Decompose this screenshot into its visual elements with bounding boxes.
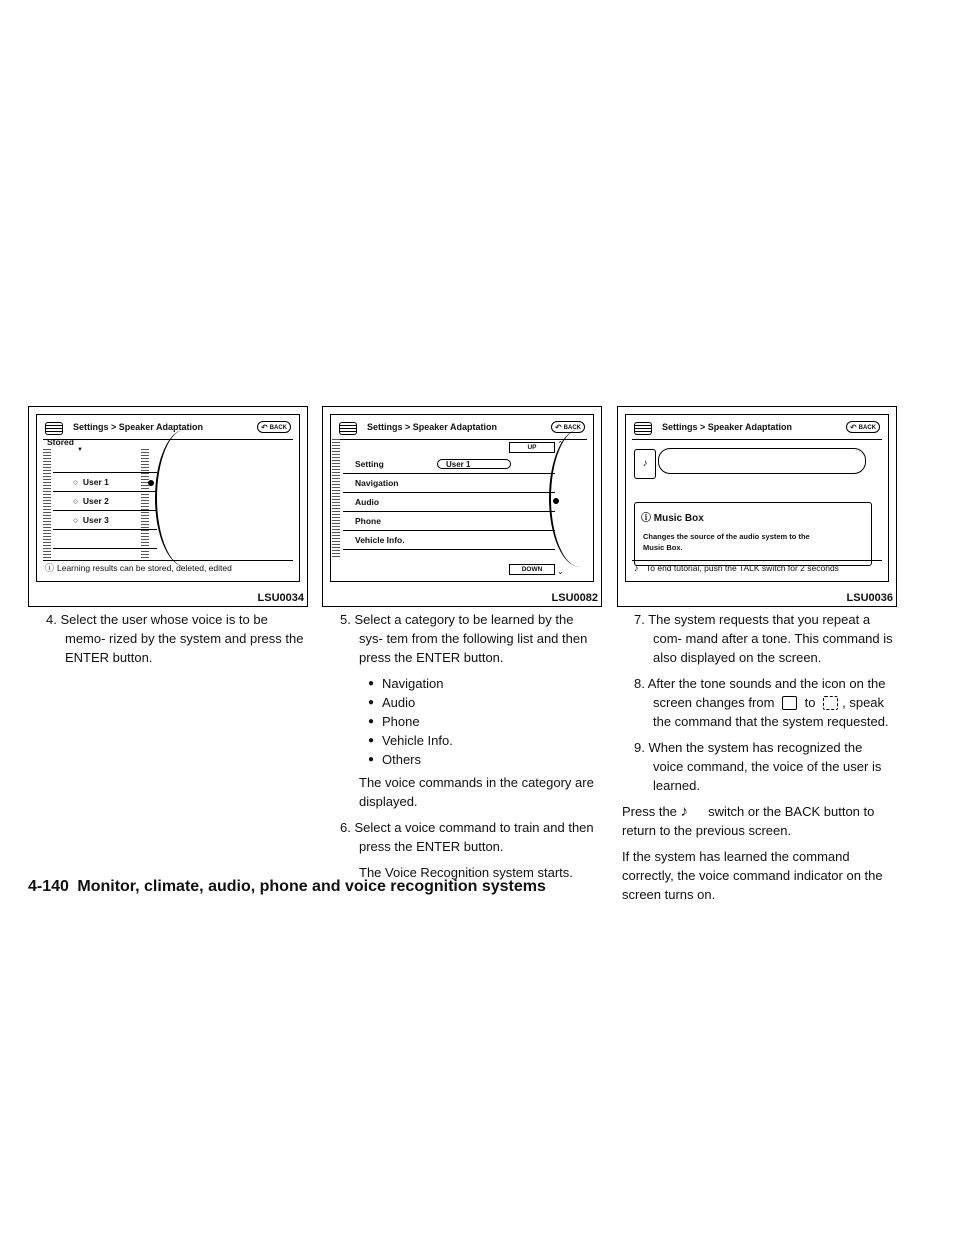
down-chevron-icon: ⌄ [557, 567, 564, 576]
setting-value-field: User 1 [437, 459, 511, 469]
list-item: ● Vehicle Info. [340, 731, 600, 750]
screen-footer [43, 560, 293, 575]
up-button[interactable]: UP [509, 442, 555, 453]
command-card [634, 502, 872, 566]
step-9: 9. When the system has recognized the voice command, the voice of the user is learned. [634, 740, 882, 793]
footer-text: Learning results can be stored, deleted, edited [57, 563, 232, 573]
card-description-line: Music Box. [643, 543, 683, 552]
user-label: User 2 [82, 496, 109, 506]
empty-row [53, 530, 157, 549]
category-label: Phone [355, 516, 381, 526]
voice-active-icon [823, 696, 838, 710]
section-title: Monitor, climate, audio, phone and voice recognition systems [77, 878, 546, 895]
screen-header [337, 421, 587, 440]
figure-code: LSU0082 [551, 592, 598, 604]
page-footer [28, 878, 546, 896]
info-icon: ⓘ [45, 563, 55, 573]
category-label: Vehicle Info. [355, 535, 405, 545]
step-8 [634, 674, 896, 731]
menu-icon [339, 422, 357, 435]
user-row-1[interactable]: ○ User 1 [53, 473, 157, 492]
screen-title: Settings > Speaker Adaptation [662, 422, 792, 432]
press-text: switch or the BACK button to return to the previous screen. [622, 804, 875, 838]
card-title-row [641, 509, 704, 524]
category-list [340, 674, 600, 769]
press-text: Press the [622, 804, 677, 819]
back-label: BACK [563, 425, 581, 431]
back-arrow-icon: ↶ [261, 423, 268, 432]
screen-footer [632, 560, 882, 575]
screen-tutorial [625, 414, 889, 582]
list-item: ● Others [340, 750, 600, 769]
card-description-line: Changes the source of the audio system to the [643, 532, 810, 541]
column-3 [622, 610, 896, 911]
left-tick-scale [43, 447, 51, 559]
user-label: User 1 [82, 477, 109, 487]
back-arrow-icon: ↶ [555, 423, 562, 432]
talk-icon: ♪ [634, 563, 639, 573]
category-label: Audio [355, 497, 380, 507]
scroll-indicator [148, 480, 154, 486]
user-label: User 3 [82, 515, 109, 525]
list-divider [53, 459, 157, 473]
back-label: BACK [858, 425, 876, 431]
figure-lsu0036 [617, 406, 897, 607]
category-row-vehicle-info[interactable] [343, 531, 555, 550]
step-4: 4. Select the user whose voice is to be memo- rized by the system and press the ENTER button. [46, 612, 304, 665]
stored-arrow-icon: ▼ [77, 447, 83, 453]
back-label: BACK [269, 425, 287, 431]
category-row-phone[interactable] [343, 512, 555, 531]
user-row-2[interactable]: ○ User 2 [53, 492, 157, 511]
down-button[interactable]: DOWN [509, 564, 555, 575]
category-label: Navigation [355, 478, 399, 488]
step-8-text: , speak the command that the system requested. [653, 695, 889, 729]
figure-code: LSU0036 [846, 592, 893, 604]
screen-header [632, 421, 882, 440]
step-6: 6. Select a voice command to train and then press the ENTER button. [340, 820, 594, 854]
back-button[interactable] [257, 421, 291, 433]
paragraph: The voice commands in the category are displayed. [359, 775, 594, 809]
step-7: 7. The system requests that you repeat a com- mand after a tone. This command is also displayed on the screen. [634, 612, 893, 665]
figure-lsu0034 [28, 406, 308, 607]
user-row-3[interactable]: ○ User 3 [53, 511, 157, 530]
info-icon: ⓘ [641, 513, 651, 524]
card-title: Music Box [653, 513, 704, 524]
footer-text: To end tutorial, push the TALK switch for 2 seconds [646, 563, 839, 573]
category-row-audio[interactable] [343, 493, 555, 512]
figure-code: LSU0034 [257, 592, 304, 604]
screen-title: Settings > Speaker Adaptation [73, 422, 203, 432]
card-description [643, 531, 810, 553]
step-5: 5. Select a category to be learned by the sys- tem from the following list and then press the ENTER button. [340, 612, 588, 665]
menu-icon [634, 422, 652, 435]
voice-listen-icon [782, 696, 797, 710]
back-button[interactable] [846, 421, 880, 433]
menu-icon [45, 422, 63, 435]
learned-paragraph: If the system has learned the command correctly, the voice command indicator on the screen turns on. [622, 849, 883, 902]
step-8-text: to [804, 695, 816, 710]
list-item: ● Audio [340, 693, 600, 712]
screen-stored-users [36, 414, 300, 582]
figure-lsu0082 [322, 406, 602, 607]
screen-categories [330, 414, 594, 582]
up-chevron-icon: ⌃ [557, 440, 564, 449]
stored-label: Stored ▼ [47, 437, 83, 453]
press-paragraph [622, 802, 896, 840]
step-8-text: 8. After the tone sounds and the icon on the screen changes from [634, 676, 886, 710]
setting-row[interactable] [343, 455, 555, 474]
screen-title: Settings > Speaker Adaptation [367, 422, 497, 432]
voice-command-bar [658, 448, 866, 474]
talk-switch-icon: ♪ [680, 803, 689, 820]
voice-listen-icon: ♪ [634, 449, 656, 479]
list-item: ● Navigation [340, 674, 600, 693]
paragraph: The Voice Recognition system starts. [359, 865, 573, 880]
column-1 [46, 610, 304, 674]
column-2 [340, 610, 600, 889]
category-row-navigation[interactable] [343, 474, 555, 493]
left-tick-scale [332, 437, 340, 559]
page-number: 4-140 [28, 878, 69, 895]
dial-arc [155, 429, 217, 567]
setting-label: Setting [355, 459, 384, 469]
back-arrow-icon: ↶ [850, 423, 857, 432]
scroll-indicator [553, 498, 559, 504]
list-item: ● Phone [340, 712, 600, 731]
